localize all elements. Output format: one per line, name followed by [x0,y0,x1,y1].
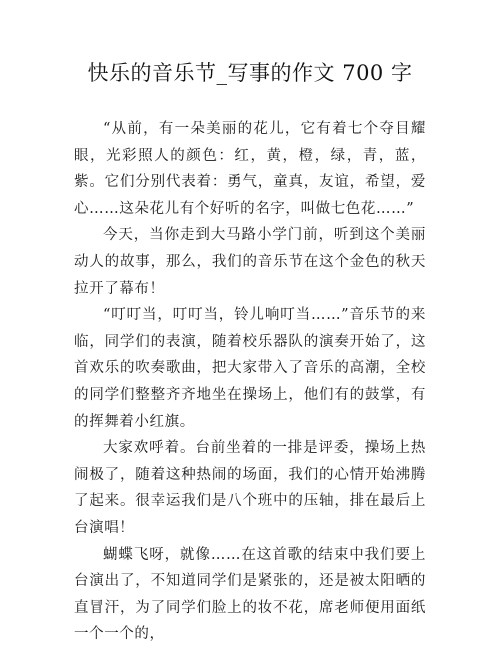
paragraph: 今天，当你走到大马路小学门前，听到这个美丽动人的故事，那么，我们的音乐节在这个金色的秋天拉开了幕布！ [74,227,426,297]
paragraph: “叮叮当，叮叮当，铃儿响叮当……”音乐节的来临，同学们的表演，随着校乐器队的演奏开始了，这首欢乐的吹奏歌曲，把大家带入了音乐的高潮，全校的同学们整整齐齐地坐在操场上，他们有的鼓掌，有的挥舞着小红旗。 [74,307,426,430]
page-title: 快乐的音乐节_写事的作文 700 字 [87,61,413,85]
paragraph: 大家欢呼着。台前坐着的一排是评委，操场上热闹极了，随着这种热闹的场面，我们的心情开始沸腾了起来。很幸运我们是八个班中的压轴，排在最后上台演唱！ [74,440,426,536]
article-body [74,116,426,648]
paragraph: 蝴蝶飞呀，就像……在这首歌的结束中我们要上台演出了，不知道同学们是紧张的，还是被太阳晒的直冒汗，为了同学们脸上的妆不花，席老师便用面纸一个一个的， [74,546,426,643]
paragraph: “从前，有一朵美丽的花儿，它有着七个夺目耀眼，光彩照人的颜色：红，黄，橙，绿，青，蓝，紫。它们分别代表着：勇气，童真，友谊，希望，爱心……这朵花儿有个好听的名字，叫做七色花……” [74,121,426,217]
